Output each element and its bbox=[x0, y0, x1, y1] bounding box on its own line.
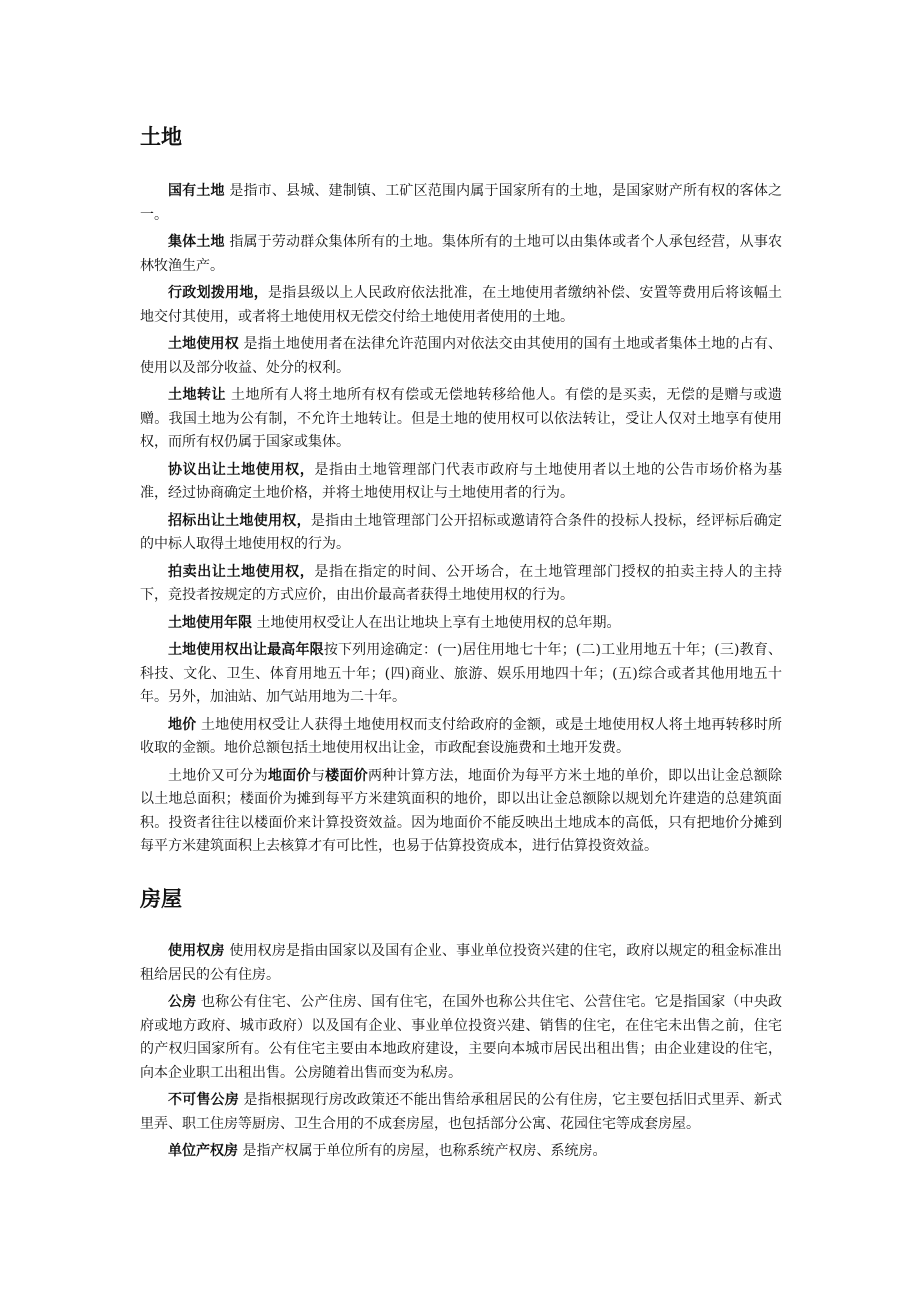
definition-term: 集体土地 bbox=[168, 234, 225, 250]
definition-text: 是指市、县城、建制镇、工矿区范围内属于国家所有的土地，是国家财产所有权的客体之一。 bbox=[140, 183, 782, 223]
definition-text: 也称公有住宅、公产住房、国有住宅，在国外也称公共住宅、公营住宅。它是指国家（中央政府或地方政府、城市政府）以及国有企业、事业单位投资兴建、销售的住宅，在住宅未出售之前，住宅的产权归国家所有。公有住宅主要由本地政府建设，主要向本城市居民出租出售；由企业建设的住宅，向本企业职工出租出售。公房随着出售而变为私房。 bbox=[140, 994, 783, 1081]
definition-paragraph bbox=[140, 1140, 782, 1164]
definition-paragraph bbox=[140, 639, 782, 710]
definition-term: 土地使用权出让最高年限 bbox=[168, 642, 324, 658]
definition-term: 协议出让土地使用权， bbox=[168, 461, 315, 478]
definition-paragraph bbox=[140, 333, 782, 380]
section-title-land: 土地 bbox=[140, 125, 182, 149]
definition-text: 是指由土地管理部门代表市政府与土地使用者以土地的公告市场价格为基准，经过协商确定土地价格，并将土地使用权让与土地使用者的行为。 bbox=[140, 461, 783, 501]
definition-term: 不可售公房 bbox=[168, 1092, 239, 1108]
definition-paragraph bbox=[140, 561, 782, 608]
definition-text: 土地所有人将土地所有权有偿或无偿地转移给他人。有偿的是买卖，无偿的是赠与或遗赠。我国土地为公有制，不允许土地转让。但是土地的使用权可以依法转让，受让人仅对土地享有使用权，而所有权仍属于国家或集体。 bbox=[140, 387, 783, 450]
definition-paragraph bbox=[140, 180, 782, 227]
definition-term: 招标出让土地使用权， bbox=[168, 512, 311, 529]
land-price-paragraph bbox=[140, 765, 782, 859]
definition-paragraph bbox=[140, 510, 782, 557]
definition-paragraph bbox=[140, 991, 782, 1085]
definition-term: 使用权房 bbox=[168, 943, 225, 959]
definition-term: 拍卖出让土地使用权， bbox=[168, 563, 315, 580]
closing-text-mid: 与 bbox=[310, 767, 326, 784]
definition-text: 使用权房是指由国家以及国有企业、事业单位投资兴建的住宅，政府以规定的租金标准出租给居民的公有住房。 bbox=[140, 943, 782, 983]
definition-term: 公房 bbox=[168, 994, 197, 1010]
section-land-body bbox=[140, 180, 782, 863]
definition-paragraph bbox=[140, 1089, 782, 1136]
definition-term: 土地使用权 bbox=[168, 336, 239, 352]
section-title-housing: 房屋 bbox=[140, 887, 182, 911]
closing-text-pre: 土地价又可分为 bbox=[168, 767, 268, 784]
definition-paragraph bbox=[140, 384, 782, 455]
section-housing-body bbox=[140, 940, 782, 1168]
definition-text: 是指县级以上人民政府依法批准，在土地使用者缴纳补偿、安置等费用后将该幅土地交付其使用，或者将土地使用权无偿交付给土地使用者使用的土地。 bbox=[140, 285, 782, 325]
definition-text: 是指由土地管理部门公开招标或邀请符合条件的投标人投标，经评标后确定的中标人取得土地使用权的行为。 bbox=[140, 512, 783, 552]
definition-term: 国有土地 bbox=[168, 183, 225, 199]
definition-text: 土地使用权受让人获得土地使用权而支付给政府的金额，或是土地使用权人将土地再转移时所收取的金额。地价总额包括土地使用权出让金，市政配套设施费和土地开发费。 bbox=[140, 716, 783, 756]
definition-paragraph bbox=[140, 459, 782, 506]
definition-paragraph bbox=[140, 940, 782, 987]
definition-term: 地价 bbox=[168, 716, 197, 733]
definition-text: 是指在指定的时间、公开场合，在土地管理部门授权的拍卖主持人的主持下，竞投者按规定的方式应价，由出价最高者获得土地使用权的行为。 bbox=[140, 563, 783, 603]
definition-text: 是指土地使用者在法律允许范围内对依法交由其使用的国有土地或者集体土地的占有、使用以及部分收益、处分的权利。 bbox=[140, 336, 783, 376]
definition-text: 是指产权属于单位所有的房屋，也称系统产权房、系统房。 bbox=[238, 1143, 607, 1159]
term-floor-price: 楼面价 bbox=[325, 767, 369, 784]
definition-paragraph bbox=[140, 282, 782, 329]
definition-term: 土地转让 bbox=[168, 387, 227, 403]
term-ground-price: 地面价 bbox=[268, 767, 311, 784]
definition-term: 土地使用年限 bbox=[168, 614, 252, 631]
definition-term: 单位产权房 bbox=[168, 1143, 238, 1159]
definition-paragraph bbox=[140, 231, 782, 278]
definition-paragraph bbox=[140, 714, 782, 761]
definition-text: 是指根据现行房改政策还不能出售给承租居民的公有住房，它主要包括旧式里弄、新式里弄、职工住房等厨房、卫生合用的不成套房屋，也包括部分公寓、花园住宅等成套房屋。 bbox=[140, 1092, 783, 1132]
definition-text: 按下列用途确定：(一)居住用地七十年；(二)工业用地五十年；(三)教育、科技、文化、卫生、体育用地五十年；(四)商业、旅游、娱乐用地四十年；(五)综合或者其他用地五十年。另外，加油站、加气站用地为二十年。 bbox=[140, 642, 782, 705]
definition-paragraph bbox=[140, 612, 782, 636]
definition-text: 指属于劳动群众集体所有的土地。集体所有的土地可以由集体或者个人承包经营，从事农林牧渔生产。 bbox=[140, 234, 782, 274]
definition-text: 土地使用权受让人在出让地块上享有土地使用权的总年期。 bbox=[252, 614, 621, 631]
definition-term: 行政划拨用地， bbox=[168, 285, 268, 301]
closing-text-post: 两种计算方法，地面价为每平方米土地的单价，即以出让金总额除以土地总面积；楼面价为摊到每平方米建筑面积的地价，即以出让金总额除以规划允许建造的总建筑面积。投资者往往以楼面价来计算投资效益。因为地面价不能反映出土地成本的高低，只有把地价分摊到每平方米建筑面积上去核算才有可比性，也易于估算投资成本，进行估算投资效益。 bbox=[140, 767, 783, 854]
